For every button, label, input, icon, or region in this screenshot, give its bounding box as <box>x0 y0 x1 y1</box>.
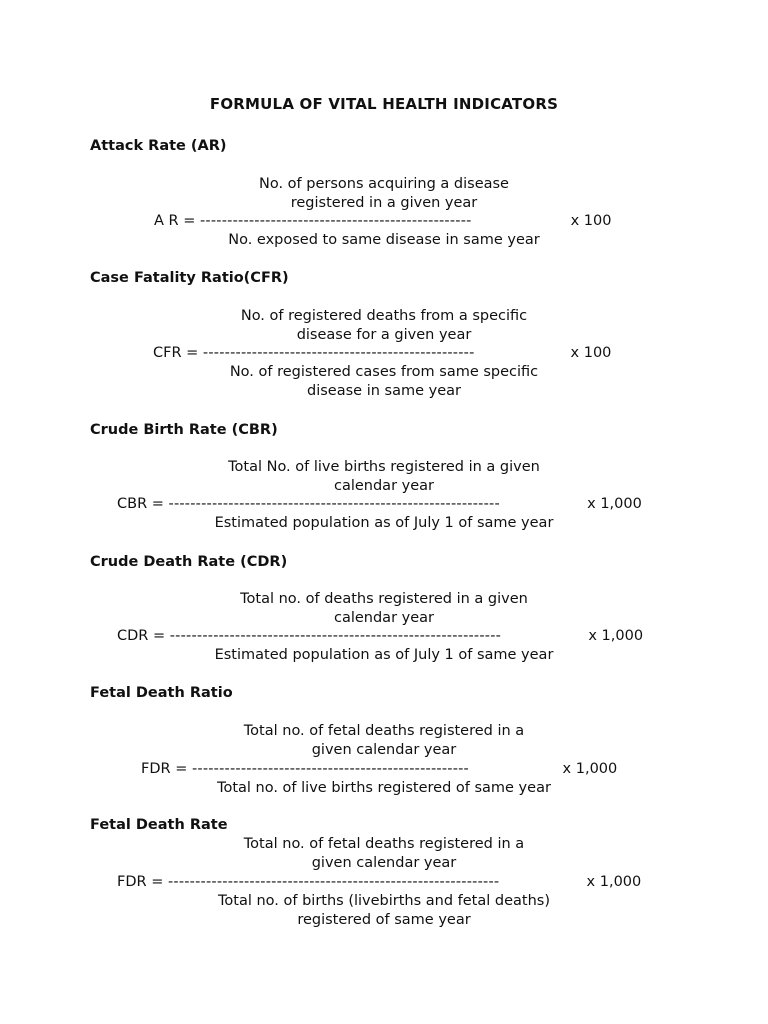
formula-multiplier: x 1,000 <box>583 628 644 644</box>
fraction-bar: --------------------------------------------------- <box>191 761 469 777</box>
formula-heading: Crude Death Rate (CDR) <box>90 554 288 570</box>
formula-numerator-line: given calendar year <box>311 855 457 871</box>
formula-heading: Attack Rate (AR) <box>90 138 227 154</box>
formula-equation-line <box>153 344 611 363</box>
formula-equation-line <box>141 760 617 779</box>
formula-denominator-line: No. exposed to same disease in same year <box>228 232 540 248</box>
formula-denominator-line: Estimated population as of July 1 of same year <box>214 515 554 531</box>
formula-numerator-line: registered in a given year <box>290 195 478 211</box>
formula-lhs: A R = <box>154 213 200 229</box>
formula-numerator-line: No. of persons acquiring a disease <box>259 176 509 192</box>
document-title: FORMULA OF VITAL HEALTH INDICATORS <box>209 95 559 113</box>
formula-equation-line <box>117 873 641 892</box>
formula-denominator-line: No. of registered cases from same specific <box>229 364 539 380</box>
formula-lhs: CDR = <box>117 628 170 644</box>
fraction-bar: ------------------------------------------------------------- <box>168 496 500 512</box>
formula-denominator-line: registered of same year <box>297 912 471 928</box>
formula-numerator-line: Total no. of deaths registered in a given <box>240 591 528 607</box>
formula-equation-line <box>154 212 611 231</box>
formula-heading: Crude Birth Rate (CBR) <box>90 422 278 438</box>
formula-multiplier: x 100 <box>565 213 612 229</box>
formula-multiplier: x 1,000 <box>581 874 642 890</box>
formula-denominator-line: Estimated population as of July 1 of same year <box>214 647 554 663</box>
formula-numerator-line: No. of registered deaths from a specific <box>240 308 528 324</box>
fraction-bar: ------------------------------------------------------------- <box>169 628 502 644</box>
fraction-bar: ------------------------------------------------------------- <box>167 874 500 890</box>
formula-numerator-line: Total no. of fetal deaths registered in a <box>243 836 525 852</box>
formula-heading: Case Fatality Ratio(CFR) <box>90 270 289 286</box>
formula-lhs: CFR = <box>153 345 203 361</box>
fraction-bar: -------------------------------------------------- <box>199 213 472 229</box>
formula-denominator-line: Total no. of live births registered of same year <box>217 780 551 796</box>
formula-numerator-line: given calendar year <box>311 742 457 758</box>
formula-numerator-line: calendar year <box>333 478 434 494</box>
formula-lhs: FDR = <box>141 761 192 777</box>
formula-lhs: CBR = <box>117 496 169 512</box>
formula-heading: Fetal Death Rate <box>90 817 228 833</box>
fraction-bar: -------------------------------------------------- <box>202 345 475 361</box>
formula-multiplier: x 100 <box>565 345 612 361</box>
formula-numerator-line: disease for a given year <box>296 327 472 343</box>
formula-equation-line <box>117 495 642 514</box>
formula-denominator-line: Total no. of births (livebirths and fetal deaths) <box>218 893 550 909</box>
formula-denominator-line: disease in same year <box>307 383 461 399</box>
formula-lhs: FDR = <box>117 874 168 890</box>
formula-multiplier: x 1,000 <box>557 761 618 777</box>
formula-multiplier: x 1,000 <box>582 496 642 512</box>
formula-numerator-line: calendar year <box>333 610 434 626</box>
formula-numerator-line: Total no. of fetal deaths registered in a <box>243 723 525 739</box>
formula-equation-line <box>117 627 643 646</box>
formula-heading: Fetal Death Ratio <box>90 685 233 701</box>
formula-numerator-line: Total No. of live births registered in a given <box>228 459 540 475</box>
